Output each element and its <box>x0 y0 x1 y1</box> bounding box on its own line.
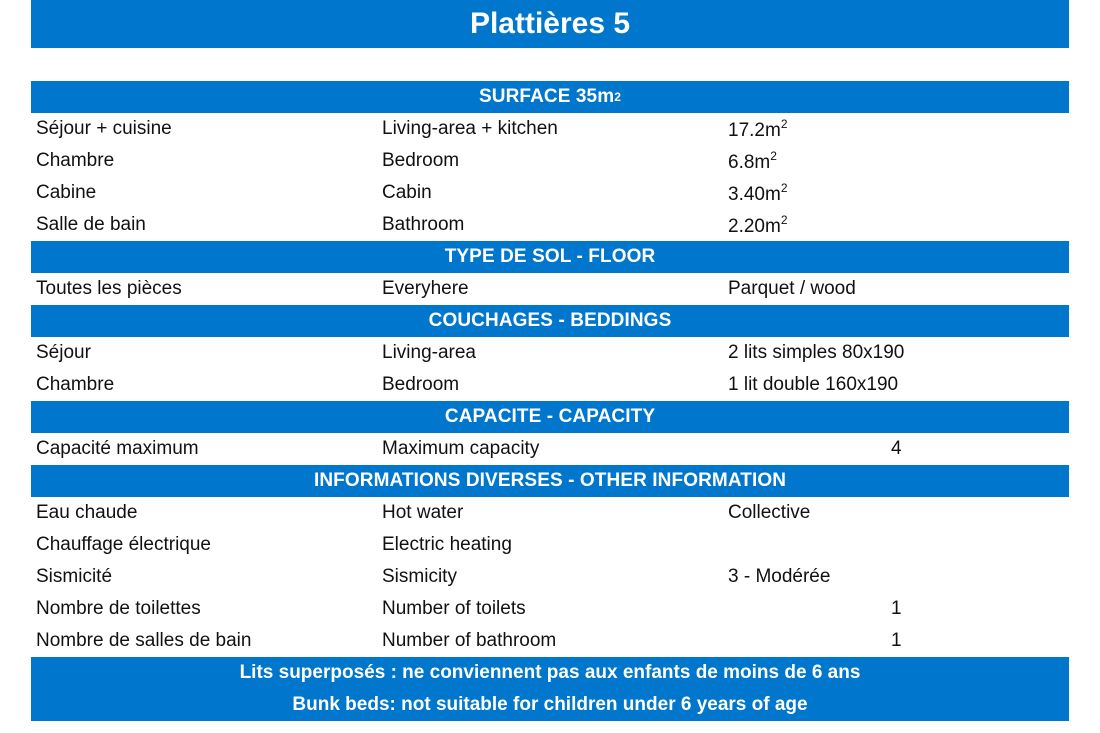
warning-line-en: Bunk beds: not suitable for children under 6 years of age <box>292 694 808 715</box>
value: 1 <box>891 598 902 619</box>
page-title: Plattières 5 <box>31 0 1069 48</box>
label-en: Bathroom <box>382 214 465 235</box>
label-en: Living-area + kitchen <box>382 118 558 139</box>
table-row <box>31 145 1069 177</box>
label-fr: Capacité maximum <box>36 438 199 459</box>
label-fr: Cabine <box>36 182 97 203</box>
label-fr: Nombre de toilettes <box>36 598 201 619</box>
value: $6.8m^2$ <box>728 148 777 173</box>
value: 2 lits simples 80x190 <box>728 342 905 363</box>
value: 1 lit double 160x190 <box>728 374 899 395</box>
value: 4 <box>891 438 902 459</box>
table-row <box>31 177 1069 209</box>
value: 3 - Modérée <box>728 566 831 587</box>
label-fr: Sismicité <box>36 566 113 587</box>
value: $3.40m^2$ <box>728 180 788 205</box>
table-row <box>31 369 1069 401</box>
section-header-other-information: INFORMATIONS DIVERSES - OTHER INFORMATION <box>31 465 1069 497</box>
value: Collective <box>728 502 811 523</box>
warning-line-fr: Lits superposés : ne conviennent pas aux enfants de moins de 6 ans <box>239 662 861 683</box>
label-fr: Séjour + cuisine <box>36 118 172 139</box>
label-fr: Chambre <box>36 150 115 171</box>
table-row <box>31 497 1069 529</box>
label-en: Everyhere <box>382 278 469 299</box>
label-en: Number of bathroom <box>382 630 557 651</box>
label-en: Electric heating <box>382 534 512 555</box>
table-row <box>31 209 1069 241</box>
table-row <box>31 625 1069 657</box>
table-row <box>31 113 1069 145</box>
table-row <box>31 273 1069 305</box>
label-fr: Chambre <box>36 374 115 395</box>
unit-superscript: 2 <box>614 90 621 104</box>
property-sheet <box>31 81 1069 721</box>
label-en: Number of toilets <box>382 598 526 619</box>
label-en: Bedroom <box>382 150 460 171</box>
section-header-capacity: CAPACITE - CAPACITY <box>31 401 1069 433</box>
label-en: Maximum capacity <box>382 438 540 459</box>
table-row <box>31 561 1069 593</box>
label-fr: Chauffage électrique <box>36 534 211 555</box>
section-header-beddings: COUCHAGES - BEDDINGS <box>31 305 1069 337</box>
label-en: Living-area <box>382 342 476 363</box>
table-row <box>31 593 1069 625</box>
label-fr: Nombre de salles de bain <box>36 630 252 651</box>
table-row <box>31 529 1069 561</box>
label-fr: Séjour <box>36 342 91 363</box>
label-en: Hot water <box>382 502 464 523</box>
value: $17.2m^2$ <box>728 116 788 141</box>
table-row <box>31 337 1069 369</box>
bunk-bed-warning <box>31 657 1069 721</box>
label-fr: Salle de bain <box>36 214 146 235</box>
section-header-floor: TYPE DE SOL - FLOOR <box>31 241 1069 273</box>
value: Parquet / wood <box>728 278 856 299</box>
label-en: Cabin <box>382 182 432 203</box>
section-header-surface <box>31 81 1069 113</box>
value: $2.20m^2$ <box>728 212 788 237</box>
label-fr: Toutes les pièces <box>36 278 182 299</box>
value: 1 <box>891 630 902 651</box>
label-en: Sismicity <box>382 566 457 587</box>
section-header-label: SURFACE 35m <box>479 86 615 107</box>
table-row <box>31 433 1069 465</box>
label-en: Bedroom <box>382 374 460 395</box>
label-fr: Eau chaude <box>36 502 138 523</box>
